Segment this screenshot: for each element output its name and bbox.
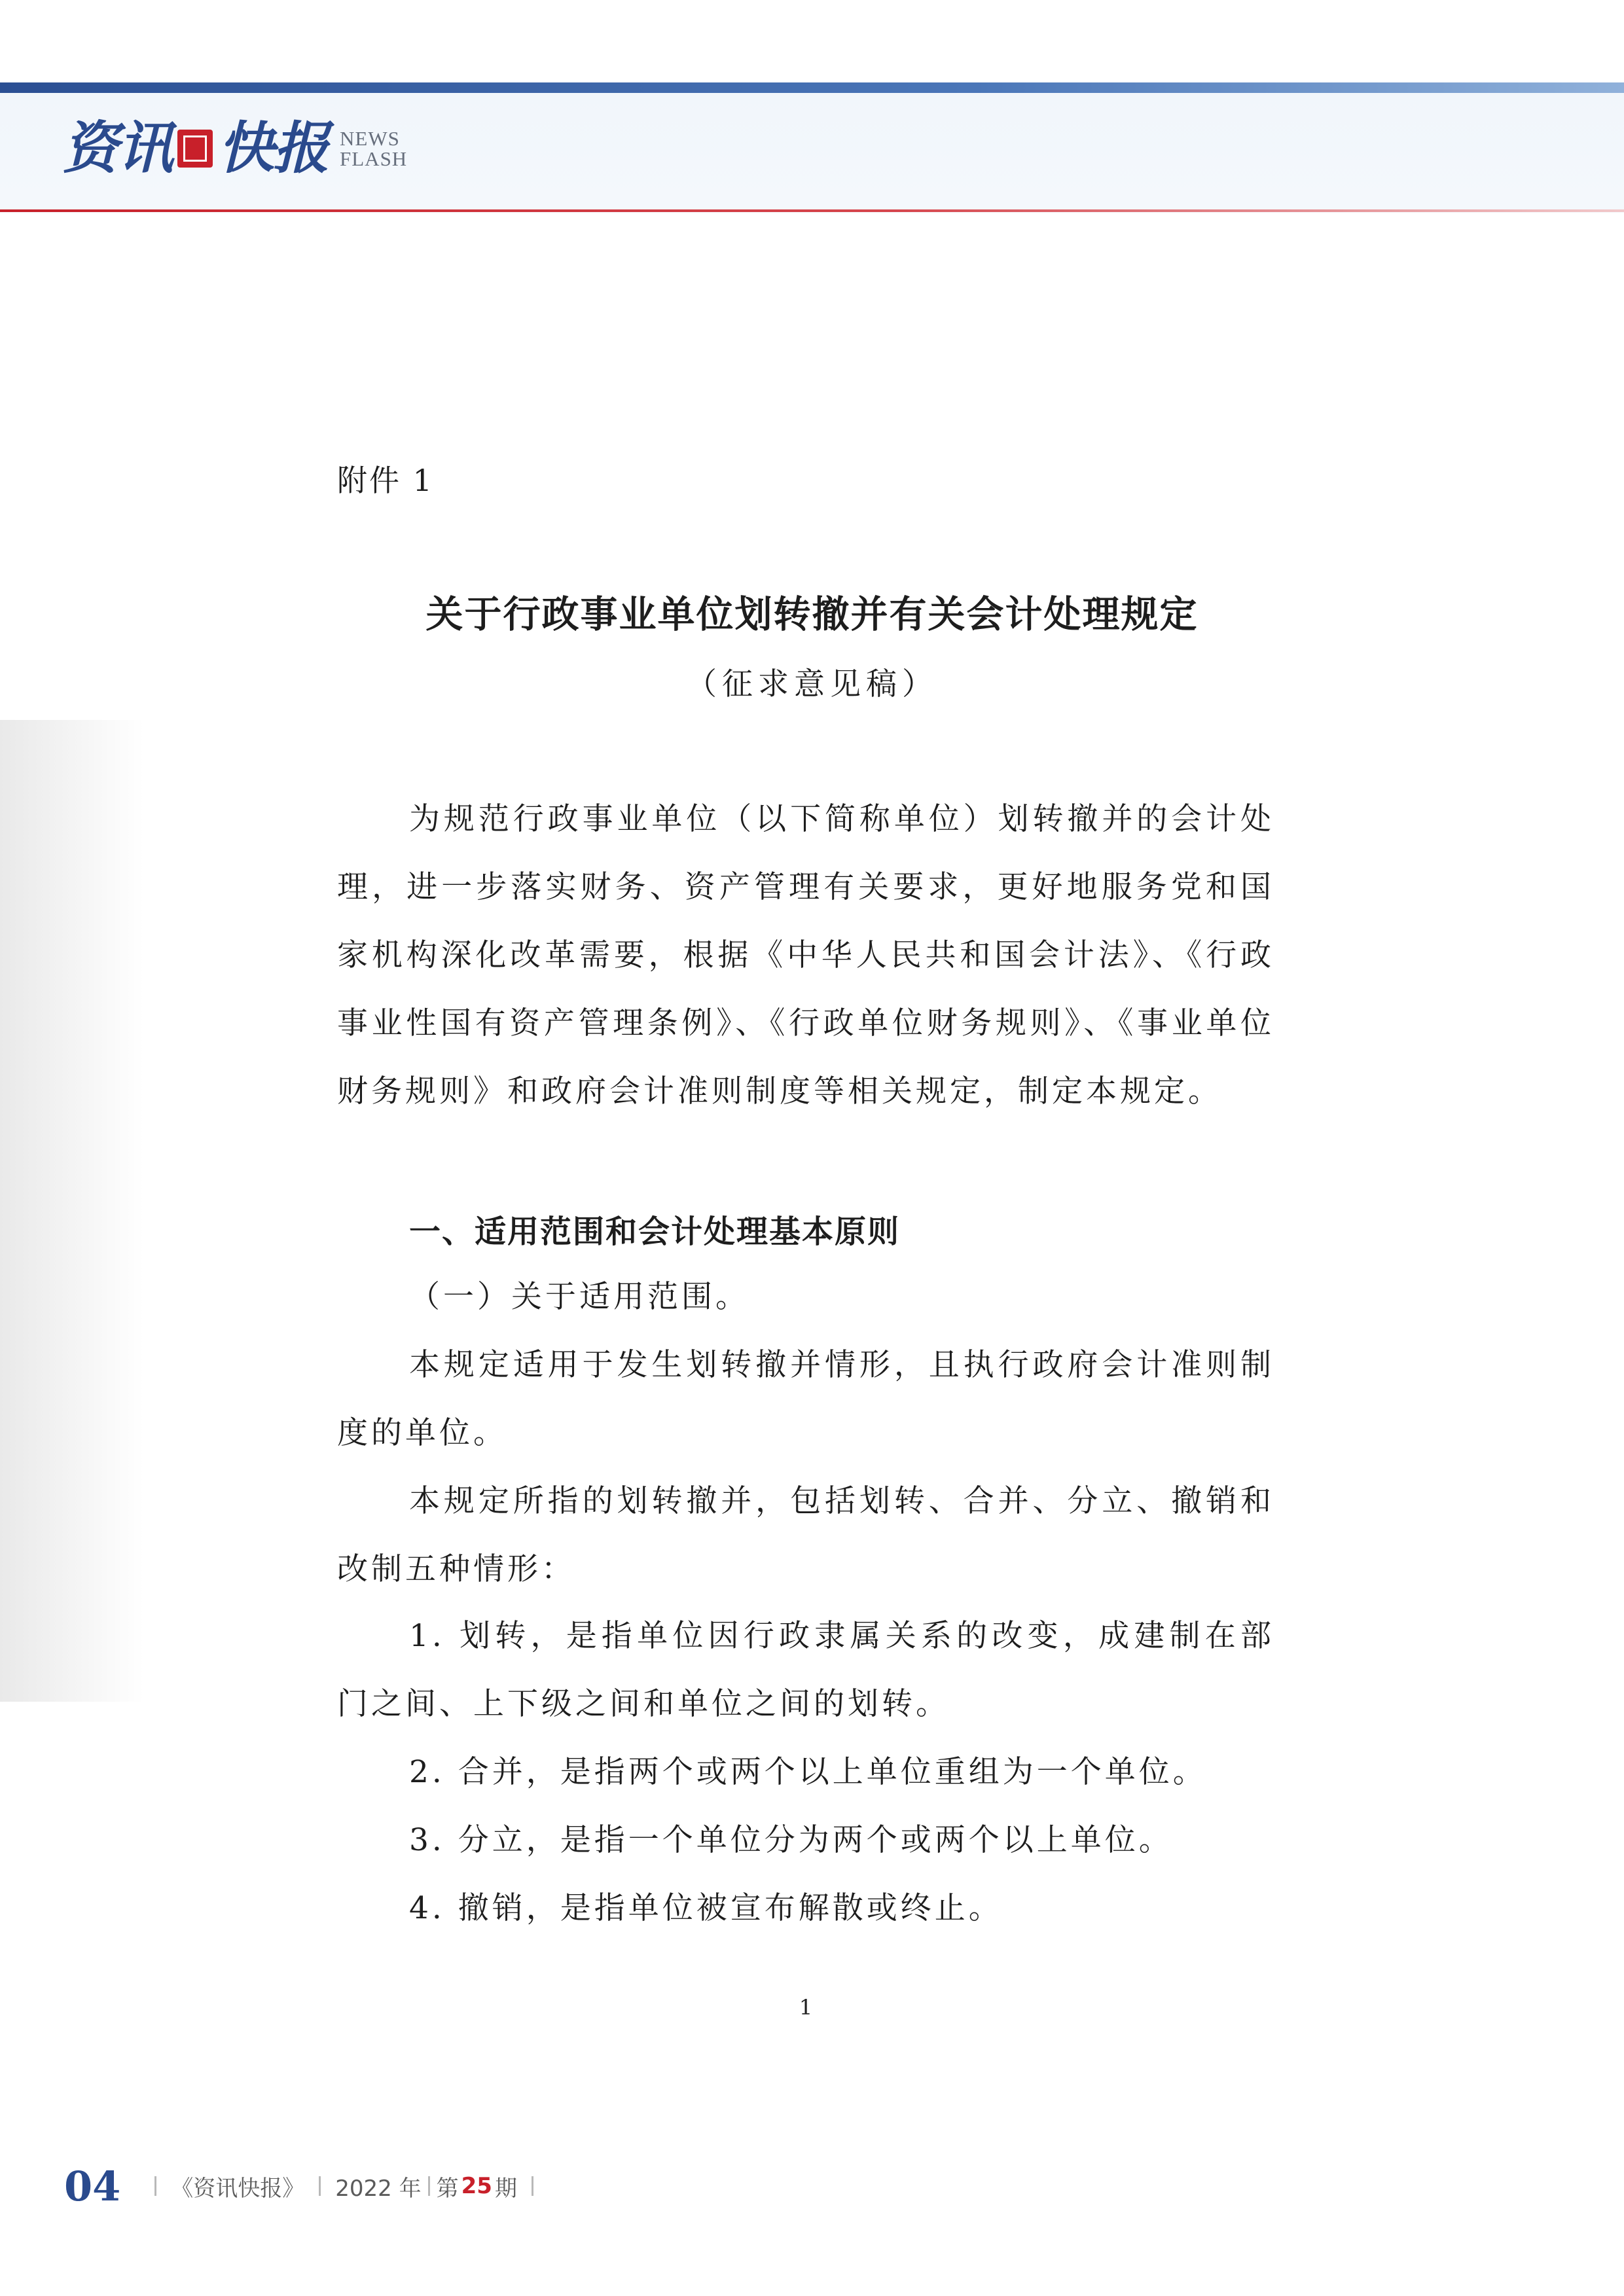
footer-divider xyxy=(428,2176,430,2196)
scope-paragraph-1: 本规定适用于发生划转撤并情形，且执行政府会计准则制度的单位。 xyxy=(337,1347,1274,1451)
footer-issue-prefix: 第 xyxy=(436,2175,459,2202)
footer-issue-suffix: 期 xyxy=(494,2175,517,2202)
intro-paragraph: 为规范行政事业单位（以下简称单位）划转撤并的会计处理，进一步落实财务、资产管理有关要求，更好地服务党和国家机构深化改革需要，根据《中华人民共和国会计法》、《行政事业性国有资产管理条例》、《行政单位财务规则》、《事业单位财务规则》和政府会计准则制度等相关规定，制定本规定。 xyxy=(337,801,1274,1109)
footer-issue-number: 25 xyxy=(461,2173,492,2199)
document-subtitle: （征求意见稿） xyxy=(686,666,938,702)
footer-publication: 《资讯快报》 xyxy=(171,2175,305,2202)
document-title: 关于行政事业单位划转撤并有关会计处理规定 xyxy=(425,592,1199,636)
footer xyxy=(64,2160,548,2212)
logo-text-right: 快报 xyxy=(218,115,328,181)
newsletter-logo xyxy=(62,113,407,185)
background-fade xyxy=(0,720,144,1702)
scope-paragraph-2: 本规定所指的划转撤并，包括划转、合并、分立、撤销和改制五种情形： xyxy=(337,1483,1274,1587)
footer-divider xyxy=(532,2176,533,2196)
logo-en-line2: FLASH xyxy=(340,147,408,170)
header-red-rule xyxy=(0,209,1624,212)
logo-english xyxy=(340,128,407,169)
seal-icon xyxy=(177,130,213,168)
footer-year: 2022 年 xyxy=(335,2175,422,2202)
list-item-merge: 2. 合并，是指两个或两个以上单位重组为一个单位。 xyxy=(409,1754,1207,1790)
section-heading: 一、适用范围和会计处理基本原则 xyxy=(409,1213,901,1250)
logo-en-line1: NEWS xyxy=(340,127,400,150)
footer-divider xyxy=(319,2176,321,2196)
header-blue-rule xyxy=(0,82,1624,93)
list-item-transfer: 1. 划转，是指单位因行政隶属关系的改变，成建制在部门之间、上下级之间和单位之间的划转。 xyxy=(337,1618,1275,1722)
list-item-revoke: 4. 撤销，是指单位被宣布解散或终止。 xyxy=(409,1890,1003,1926)
footer-divider xyxy=(154,2176,156,2196)
logo-text-left: 资讯 xyxy=(62,115,172,181)
page-number: 1 xyxy=(799,1995,813,2020)
subsection-heading: （一）关于适用范围。 xyxy=(409,1279,749,1315)
attachment-label: 附件 1 xyxy=(337,463,434,498)
list-item-split: 3. 分立，是指一个单位分为两个或两个以上单位。 xyxy=(409,1822,1173,1858)
footer-page-number: 04 xyxy=(64,2162,121,2210)
